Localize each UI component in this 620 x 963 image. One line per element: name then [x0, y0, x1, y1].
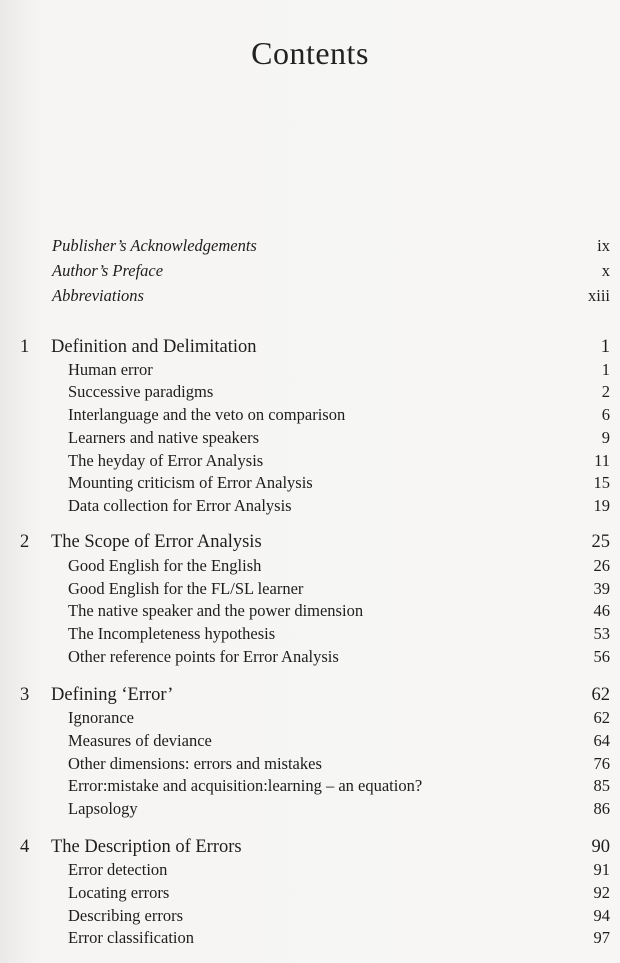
section-page: 6	[601, 405, 610, 424]
section-title: Good English for the FL/SL learner	[68, 579, 304, 598]
toc-entry-title: Publisher’s Acknowledgements	[52, 236, 257, 255]
section-title: The native speaker and the power dimension	[68, 601, 364, 620]
section-title: Error classification	[68, 928, 194, 947]
toc-section	[0, 381, 620, 403]
toc-entry-page: ix	[597, 236, 610, 255]
chapter-page: 25	[591, 532, 610, 552]
toc-section	[0, 730, 620, 752]
section-title: Successive paradigms	[68, 382, 214, 401]
section-page: 76	[593, 754, 610, 773]
section-page: 46	[593, 601, 610, 620]
section-page: 26	[593, 556, 610, 575]
chapter-title: The Description of Errors	[51, 837, 242, 857]
toc-section	[0, 495, 620, 517]
section-title: The Incompleteness hypothesis	[68, 624, 276, 643]
section-title: Other dimensions: errors and mistakes	[68, 754, 322, 773]
section-title: Describing errors	[68, 906, 184, 925]
section-page: 15	[593, 473, 610, 492]
toc-section	[0, 905, 620, 927]
section-title: Human error	[68, 360, 153, 379]
toc-section	[0, 450, 620, 472]
section-page: 62	[593, 708, 610, 727]
toc-front-abbreviations	[0, 285, 620, 307]
toc-section	[0, 775, 620, 797]
toc-section	[0, 555, 620, 577]
section-title: Error:mistake and acquisition:learning – an equation?	[68, 776, 423, 795]
chapter-page: 90	[591, 837, 610, 857]
toc-chapter-2	[0, 531, 620, 553]
section-title: Data collection for Error Analysis	[68, 496, 292, 515]
section-title: The heyday of Error Analysis	[68, 451, 264, 470]
section-page: 1	[601, 360, 610, 379]
section-page: 85	[593, 776, 610, 795]
toc-section	[0, 404, 620, 426]
section-title: Ignorance	[68, 708, 134, 727]
toc-chapter-4	[0, 836, 620, 858]
section-page: 39	[593, 579, 610, 598]
section-page: 64	[593, 731, 610, 750]
section-title: Locating errors	[68, 883, 170, 902]
section-page: 91	[593, 860, 610, 879]
section-title: Measures of deviance	[68, 731, 212, 750]
toc-section	[0, 359, 620, 381]
section-title: Error detection	[68, 860, 168, 879]
toc-section	[0, 600, 620, 622]
toc-section	[0, 882, 620, 904]
chapter-title: The Scope of Error Analysis	[51, 532, 262, 552]
section-page: 2	[601, 382, 610, 401]
section-title: Learners and native speakers	[68, 428, 260, 447]
toc-section	[0, 427, 620, 449]
toc-front-preface	[0, 260, 620, 282]
toc-entry-page: x	[601, 261, 610, 280]
page-title: Contents	[251, 35, 369, 72]
toc-section	[0, 859, 620, 881]
section-title: Other reference points for Error Analysis	[68, 647, 339, 666]
section-title: Good English for the English	[68, 556, 262, 575]
section-page: 86	[593, 799, 610, 818]
chapter-number: 1	[20, 337, 30, 357]
toc-entry-title: Abbreviations	[52, 286, 144, 305]
section-title: Lapsology	[68, 799, 138, 818]
toc-section	[0, 472, 620, 494]
chapter-page: 62	[591, 685, 610, 705]
chapter-title: Definition and Delimitation	[51, 337, 257, 357]
chapter-title: Defining ‘Error’	[51, 685, 174, 705]
section-page: 11	[594, 451, 610, 470]
section-page: 94	[593, 906, 610, 925]
chapter-number: 2	[20, 532, 30, 552]
toc-section	[0, 753, 620, 775]
section-title: Interlanguage and the veto on comparison	[68, 405, 346, 424]
section-page: 92	[593, 883, 610, 902]
chapter-number: 3	[20, 685, 30, 705]
toc-front-acknowledgements	[0, 235, 620, 257]
toc-entry-title: Author’s Preface	[52, 261, 164, 280]
toc-section	[0, 707, 620, 729]
toc-section	[0, 578, 620, 600]
section-title: Mounting criticism of Error Analysis	[68, 473, 313, 492]
toc-chapter-1	[0, 336, 620, 358]
toc-section	[0, 623, 620, 645]
toc-entry-page: xiii	[587, 286, 610, 305]
section-page: 19	[593, 496, 610, 515]
toc-section	[0, 798, 620, 820]
section-page: 9	[601, 428, 610, 447]
toc-chapter-3	[0, 684, 620, 706]
chapter-page: 1	[600, 337, 610, 357]
section-page: 53	[593, 624, 610, 643]
toc-section	[0, 927, 620, 949]
section-page: 97	[593, 928, 610, 947]
chapter-number: 4	[20, 837, 30, 857]
section-page: 56	[593, 647, 610, 666]
toc-section	[0, 646, 620, 668]
